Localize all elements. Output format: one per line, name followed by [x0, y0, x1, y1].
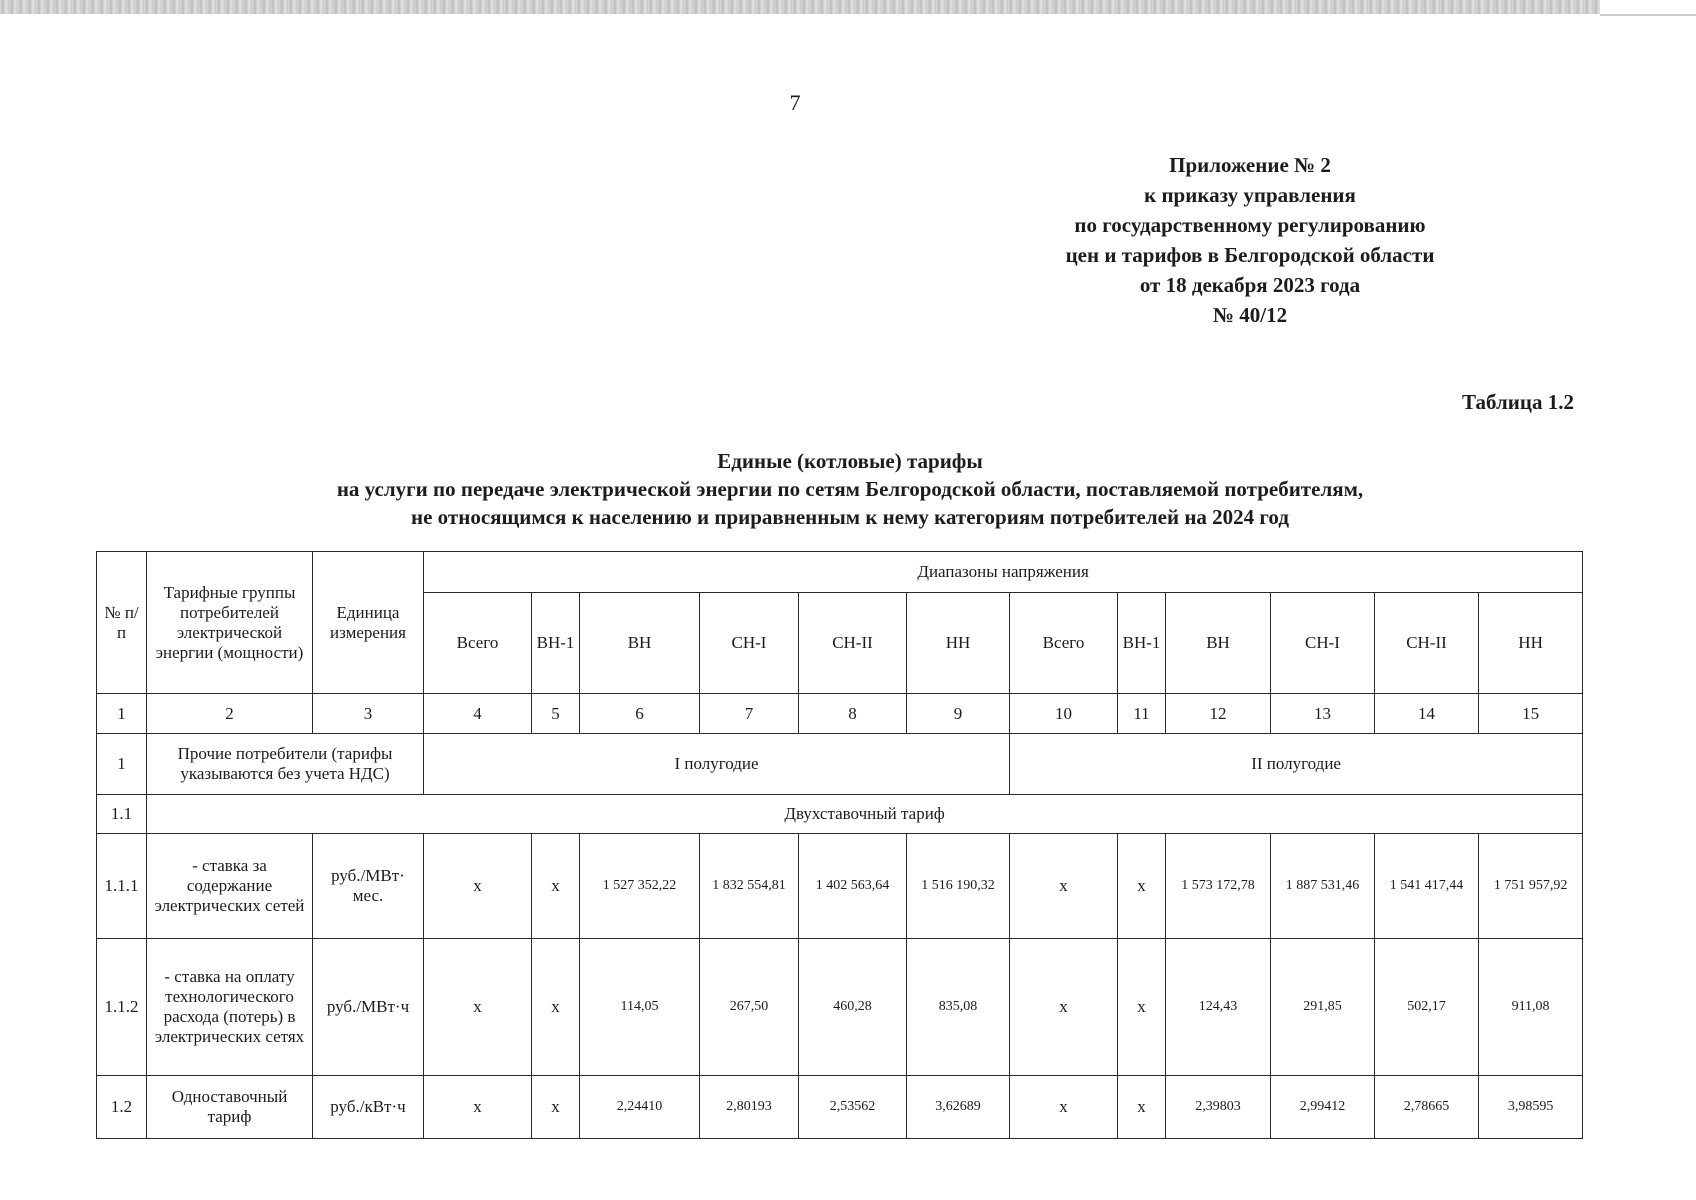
column-number: 4 [424, 694, 532, 734]
row-value: 3,98595 [1479, 1076, 1583, 1139]
row-value: x [532, 939, 580, 1076]
row-value: 911,08 [1479, 939, 1583, 1076]
subsection-row [97, 795, 1583, 834]
appendix-line: по государственному регулированию [1074, 213, 1426, 237]
half-year-1: I полугодие [424, 734, 1010, 795]
row-value: x [1010, 939, 1118, 1076]
table-row [97, 1076, 1583, 1139]
row-num: 1.2 [97, 1076, 147, 1139]
category-name: Прочие потребители (тарифы указываются без учета НДС) [147, 734, 424, 795]
appendix-line: от 18 декабря 2023 года [1139, 273, 1361, 297]
column-number: 6 [580, 694, 700, 734]
row-num: 1.1.1 [97, 834, 147, 939]
header-voltage-col: СН-I [1271, 593, 1375, 694]
row-value: 1 527 352,22 [580, 834, 700, 939]
header-voltage-col: НН [1479, 593, 1583, 694]
appendix-block [1050, 150, 1450, 330]
table-header-row [97, 552, 1583, 593]
row-value: x [1118, 834, 1166, 939]
row-value: x [532, 1076, 580, 1139]
row-value: 3,62689 [907, 1076, 1010, 1139]
category-row [97, 734, 1583, 795]
row-value: 267,50 [700, 939, 799, 1076]
table-row [97, 939, 1583, 1076]
header-voltage-col: СН-II [1375, 593, 1479, 694]
row-value: x [1118, 939, 1166, 1076]
row-unit: руб./кВт·ч [313, 1076, 424, 1139]
column-number: 8 [799, 694, 907, 734]
column-number: 3 [313, 694, 424, 734]
header-voltage-col: СН-I [700, 593, 799, 694]
row-value: 1 832 554,81 [700, 834, 799, 939]
table-reference: Таблица 1.2 [1462, 390, 1574, 414]
header-unit: Единица измерения [313, 552, 424, 694]
appendix-line: к приказу управления [1144, 183, 1356, 207]
column-number: 5 [532, 694, 580, 734]
row-unit: руб./МВт· мес. [313, 834, 424, 939]
row-unit: руб./МВт·ч [313, 939, 424, 1076]
header-voltage-ranges: Диапазоны напряжения [424, 552, 1583, 593]
row-num: 1.1 [97, 795, 147, 834]
row-value: 114,05 [580, 939, 700, 1076]
row-value: 2,80193 [700, 1076, 799, 1139]
row-value: 460,28 [799, 939, 907, 1076]
header-voltage-col: Всего [424, 593, 532, 694]
row-value: x [1118, 1076, 1166, 1139]
row-value: 1 402 563,64 [799, 834, 907, 939]
column-number: 1 [97, 694, 147, 734]
row-value: 124,43 [1166, 939, 1271, 1076]
column-number: 9 [907, 694, 1010, 734]
row-name: - ставка на оплату технологического расхода (потерь) в электрических сетях [147, 939, 313, 1076]
half-year-2: II полугодие [1010, 734, 1583, 795]
row-value: x [1010, 834, 1118, 939]
row-value: 2,24410 [580, 1076, 700, 1139]
table-row [97, 834, 1583, 939]
row-value: 2,99412 [1271, 1076, 1375, 1139]
appendix-line: Приложение № 2 [1169, 153, 1331, 177]
row-value: x [532, 834, 580, 939]
header-voltage-col: ВН [580, 593, 700, 694]
title-line: Единые (котловые) тарифы [717, 449, 983, 473]
title-line: не относящимся к населению и приравненным к нему категориям потребителей на 2024 год [411, 505, 1289, 529]
row-num: 1.1.2 [97, 939, 147, 1076]
row-value: 502,17 [1375, 939, 1479, 1076]
appendix-line: № 40/12 [1212, 303, 1288, 327]
header-voltage-col: СН-II [799, 593, 907, 694]
row-value: 1 887 531,46 [1271, 834, 1375, 939]
row-value: 2,78665 [1375, 1076, 1479, 1139]
row-value: x [424, 834, 532, 939]
header-voltage-col: Всего [1010, 593, 1118, 694]
scan-edge-artifact-thin [1600, 14, 1696, 16]
row-value: 1 541 417,44 [1375, 834, 1479, 939]
header-voltage-col: ВН-1 [532, 593, 580, 694]
column-number-row [97, 694, 1583, 734]
subsection-name: Двухставочный тариф [147, 795, 1583, 834]
column-number: 7 [700, 694, 799, 734]
document-title [150, 447, 1550, 531]
column-number: 2 [147, 694, 313, 734]
column-number: 13 [1271, 694, 1375, 734]
header-voltage-col: ВН-1 [1118, 593, 1166, 694]
header-num: № п/п [97, 552, 147, 694]
row-value: 1 573 172,78 [1166, 834, 1271, 939]
row-name: Одноставочный тариф [147, 1076, 313, 1139]
column-number: 10 [1010, 694, 1118, 734]
column-number: 11 [1118, 694, 1166, 734]
row-value: x [1010, 1076, 1118, 1139]
row-value: 2,39803 [1166, 1076, 1271, 1139]
row-value: x [424, 1076, 532, 1139]
row-value: 1 751 957,92 [1479, 834, 1583, 939]
column-number: 15 [1479, 694, 1583, 734]
column-number: 14 [1375, 694, 1479, 734]
column-number: 12 [1166, 694, 1271, 734]
header-tariff-groups: Тарифные группы потребителей электрической энергии (мощности) [147, 552, 313, 694]
header-voltage-col: ВН [1166, 593, 1271, 694]
row-value: 2,53562 [799, 1076, 907, 1139]
row-value: 835,08 [907, 939, 1010, 1076]
scan-edge-artifact [0, 0, 1600, 14]
appendix-line: цен и тарифов в Белгородской области [1065, 243, 1435, 267]
row-name: - ставка за содержание электрических сетей [147, 834, 313, 939]
tariffs-table [96, 551, 1583, 1139]
header-voltage-col: НН [907, 593, 1010, 694]
row-value: 291,85 [1271, 939, 1375, 1076]
row-value: x [424, 939, 532, 1076]
page-number: 7 [789, 90, 801, 115]
row-num: 1 [97, 734, 147, 795]
row-value: 1 516 190,32 [907, 834, 1010, 939]
title-line: на услуги по передаче электрической энергии по сетям Белгородской области, поставляемой потребителям, [336, 477, 1364, 501]
